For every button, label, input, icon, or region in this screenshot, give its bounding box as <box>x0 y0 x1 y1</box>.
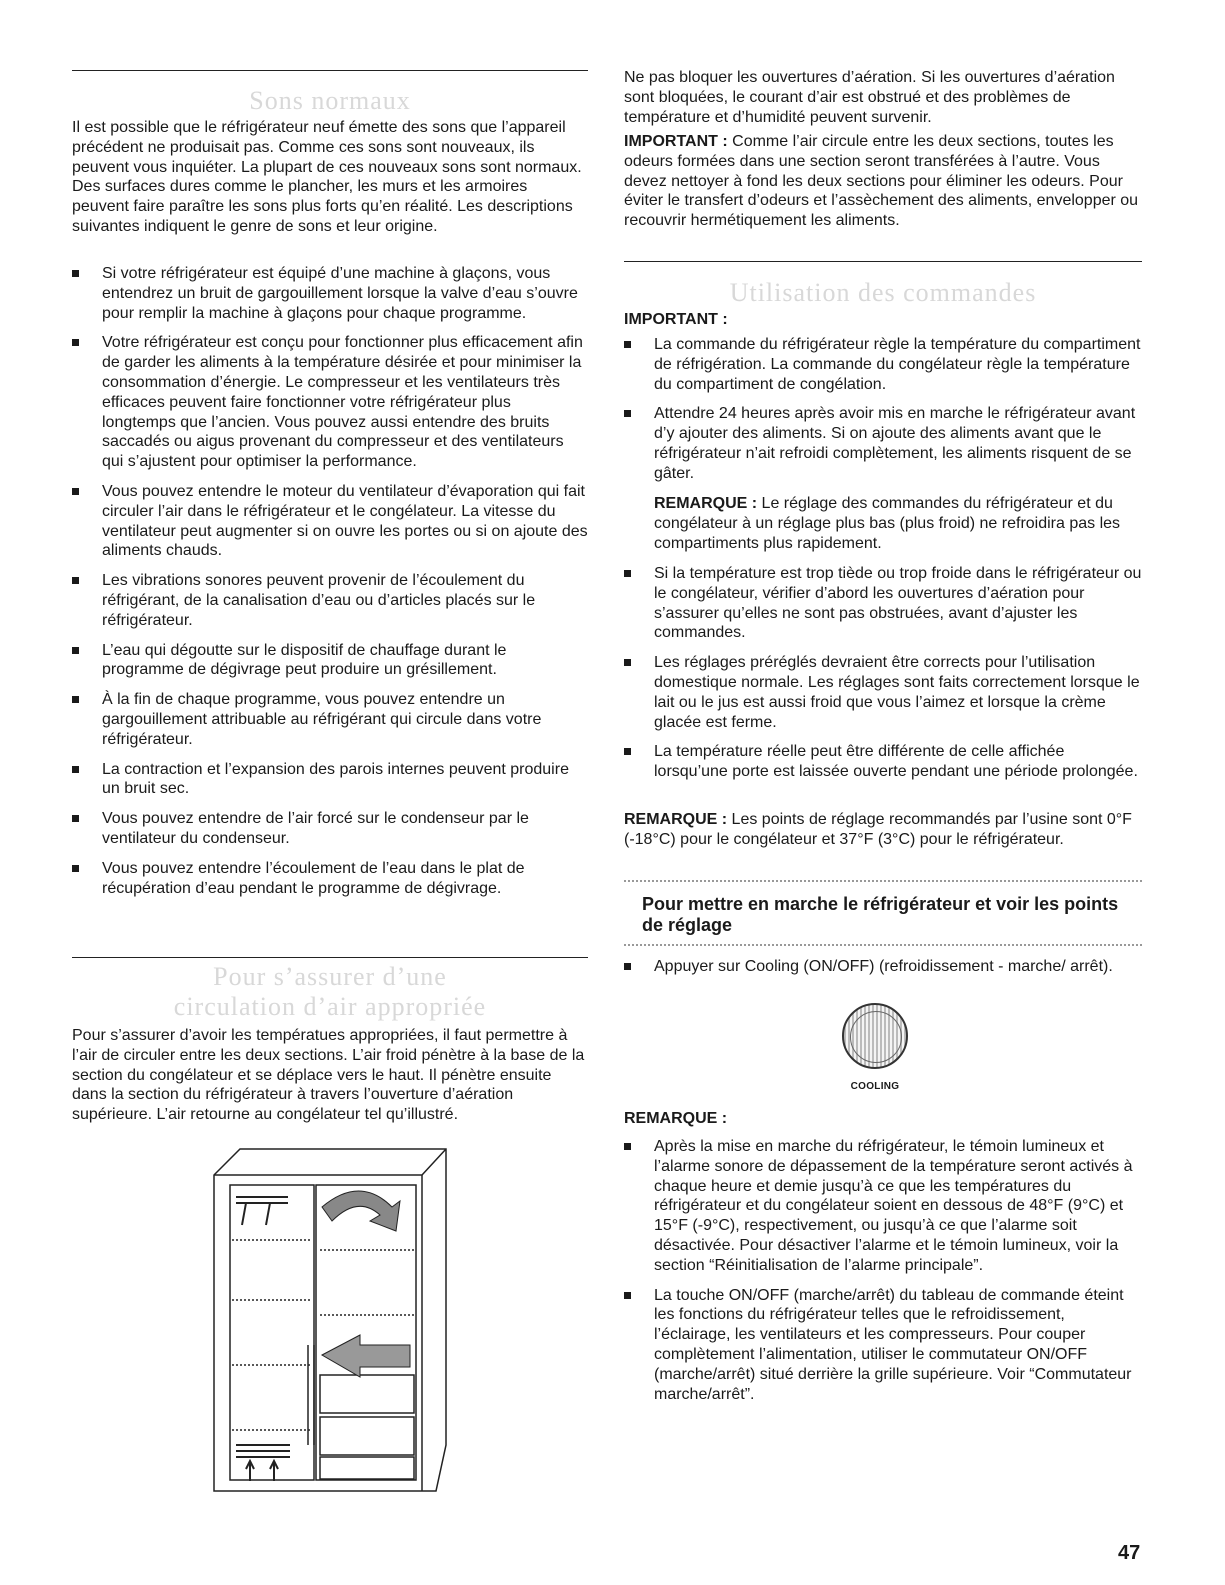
commandes-list-b <box>624 564 1142 782</box>
cooling-button-icon <box>842 1003 908 1069</box>
bullet-square-icon <box>72 339 79 346</box>
bullet-square-icon <box>624 1292 631 1299</box>
bullet-square-icon <box>624 748 631 755</box>
bullet-square-icon <box>72 696 79 703</box>
list-item: L’eau qui dégoutte sur le dispositif de chauffage durant le programme de dégivrage peut produire un grésillement. <box>72 641 588 681</box>
bullet-square-icon <box>624 659 631 666</box>
commandes-list-a <box>624 335 1142 484</box>
list-item: Si la température est trop tiède ou trop froide dans le réfrigérateur ou le congélateur, vérifier d’abord les ouvertures d’aération pour s’assurer qu’elles ne sont pas obstruées, avant d’ajuster les commandes. <box>624 564 1142 643</box>
bullet-square-icon <box>72 488 79 495</box>
remarque-paragraph: REMARQUE : Le réglage des commandes du réfrigérateur et du congélateur à un réglage plus bas (plus froid) ne refroidira pas les compartiments plus rapidement. <box>654 495 1121 552</box>
list-item: Les réglages préréglés devraient être corrects pour l’utilisation domestique normale. Les réglages sont faits correctement lorsque le lait ou le jus est aussi froid que vous l’aimez et lorsque la crème glacée est ferme. <box>624 653 1142 732</box>
sons-list <box>72 264 588 898</box>
cooling-list <box>624 957 1142 977</box>
bullet-square-icon <box>624 410 631 417</box>
ventilation-paragraph: Ne pas bloquer les ouvertures d’aération. Si les ouvertures d’aération sont bloquées, le courant d’air est obstrué et des problèmes de température et d’humidité peuvent survenir. <box>624 69 1115 126</box>
section-title-commandes: Utilisation des commandes <box>729 278 1037 307</box>
list-item: La température réelle peut être différente de celle affichée lorsqu’une porte est laissée ouverte pendant une période prolongée. <box>624 742 1142 782</box>
list-item: Si votre réfrigérateur est équipé d’une machine à glaçons, vous entendrez un bruit de gargouillement lorsque la valve d’eau s’ouvre pour remplir la machine à glaçons pour chaque programme. <box>72 264 588 323</box>
list-item: Vous pouvez entendre l’écoulement de l’eau dans le plat de récupération d’eau pendant le programme de dégivrage. <box>72 859 588 899</box>
bullet-square-icon <box>72 647 79 654</box>
list-item: Attendre 24 heures après avoir mis en marche le réfrigérateur avant d’y ajouter des aliments. Si on ajoute des aliments avant que le réfrigérateur n’ait refroidi complètement, les aliments risquent de se gâter. <box>624 404 1142 483</box>
section-title-sons-normaux: Sons normaux <box>249 86 411 115</box>
list-item: Vous pouvez entendre le moteur du ventilateur d’évaporation qui fait circuler l’air dans le réfrigérateur et le congélateur. La vitesse du ventilateur peut augmenter si on ouvre les portes ou si on ajoute des aliments chauds. <box>72 482 588 561</box>
airflow-arrow-top <box>322 1191 400 1231</box>
vent-lines-top <box>236 1197 288 1225</box>
section-rule-commandes <box>624 261 1142 262</box>
important-odeurs-paragraph: IMPORTANT : Comme l’air circule entre les deux sections, toutes les odeurs formées dans une section seront transférées à l’autre. Vous devez nettoyer à fond les deux sections pour éliminer les odeurs. Pour éviter le transfert d’odeurs et l’assèchement des aliments, envelopper ou recouvrir hermétiquement les aliments. <box>624 133 1139 230</box>
list-item: La touche ON/OFF (marche/arrêt) du tableau de commande éteint les fonctions du réfrigérateur telles que le refroidissement, l’éclairage, les ventilateurs et les compresseurs. Pour couper complètement l’alimentation, utiliser le commutateur ON/OFF (marche/arrêt) situé derrière la grille supérieure. Voir “Commutateur marche/arrêt”. <box>624 1286 1142 1405</box>
top-rule-left <box>72 70 588 71</box>
remarque2-paragraph: REMARQUE : Les points de réglage recommandés par l’usine sont 0°F (-18°C) pour le congélateur et 37°F (3°C) pour le réfrigérateur. <box>624 811 1132 848</box>
bullet-square-icon <box>624 963 631 970</box>
list-item: La contraction et l’expansion des parois internes peuvent produire un bruit sec. <box>72 760 588 800</box>
bullet-square-icon <box>624 570 631 577</box>
section-title-circulation-line2: circulation d’air appropriée <box>173 992 487 1021</box>
airflow-diagram <box>210 1145 450 1495</box>
bullet-square-icon <box>72 270 79 277</box>
list-item: Après la mise en marche du réfrigérateur, le témoin lumineux et l’alarme sonore de dépassement de la température seront activés à chaque heure et demie jusqu’à ce que les températures du réfrigérateur et du congélateur soient en dessous de 48°F (9°C) et 15°F (-9°C), respectivement, ou jusqu’à ce que l’alarme soit désactivée. Pour désactiver l’alarme et le témoin lumineux, voir la section “Réinitialisation de l’alarme principale”. <box>624 1137 1142 1276</box>
subheading-text: Pour mettre en marche le réfrigérateur et voir les points de réglage <box>642 894 1119 935</box>
section-rule-circulation <box>72 957 588 958</box>
list-item: Vous pouvez entendre de l’air forcé sur le condenseur par le ventilateur du condenseur. <box>72 809 588 849</box>
vent-lines-bottom <box>236 1445 290 1481</box>
airflow-arrow-bottom <box>322 1335 410 1377</box>
list-item: Votre réfrigérateur est conçu pour fonctionner plus efficacement afin de garder les aliments à la température désirée et pour minimiser la consommation d’énergie. Le compresseur et les ventilateurs très efficaces peuvent faire fonctionner votre réfrigérateur plus longtemps que l’ancien. Vous pouvez aussi entendre des bruits saccadés ou aigus provenant du compresseur et des ventilateurs qui s’ajustent pour optimiser la performance. <box>72 333 588 472</box>
bullet-square-icon <box>72 815 79 822</box>
section-title-circulation-line1: Pour s’assurer d’une <box>213 962 447 991</box>
intro-paragraph: Il est possible que le réfrigérateur neuf émette des sons que l’appareil précédent ne produisait pas. Comme ces sons sont nouveaux, ils peuvent vous inquiéter. La plupart de ces nouveaux sons sont normaux. Des surfaces dures comme le plancher, les murs et les armoires peuvent faire paraître les sons plus forts qu’en réalité. Les descriptions suivantes indiquent le genre de sons et leur origine. <box>72 119 582 235</box>
circulation-paragraph: Pour s’assurer d’avoir les températues appropriées, il faut permettre à l’air de circuler entre les deux sections. L’air froid pénètre à la base de la section du congélateur et se déplace vers le haut. Il pénètre ensuite dans la section du réfrigérateur à travers l’ouverture d’aération supérieure. L’air retourne au congélateur tel qu’illustré. <box>72 1027 585 1124</box>
list-item: Appuyer sur Cooling (ON/OFF) (refroidissement - marche/ arrêt). <box>624 957 1142 977</box>
remarque3-heading: REMARQUE : <box>624 1110 728 1127</box>
bullet-square-icon <box>624 1143 631 1150</box>
subheading-box <box>624 880 1142 946</box>
page-number: 47 <box>1118 1542 1141 1564</box>
bullet-square-icon <box>72 865 79 872</box>
remarque3-list <box>624 1137 1142 1404</box>
list-item: À la fin de chaque programme, vous pouvez entendre un gargouillement attribuable au réfrigérant qui circule dans votre réfrigérateur. <box>72 690 588 749</box>
bullet-square-icon <box>624 341 631 348</box>
important-heading: IMPORTANT : <box>624 311 728 328</box>
bullet-square-icon <box>72 577 79 584</box>
list-item: Les vibrations sonores peuvent provenir de l’écoulement du réfrigérant, de la canalisation d’eau ou d’articles placés sur le réfrigérateur. <box>72 571 588 630</box>
cooling-label: COOLING <box>850 1081 900 1092</box>
bullet-square-icon <box>72 766 79 773</box>
list-item: La commande du réfrigérateur règle la température du compartiment de réfrigération. La commande du congélateur règle la température du compartiment de congélation. <box>624 335 1142 394</box>
